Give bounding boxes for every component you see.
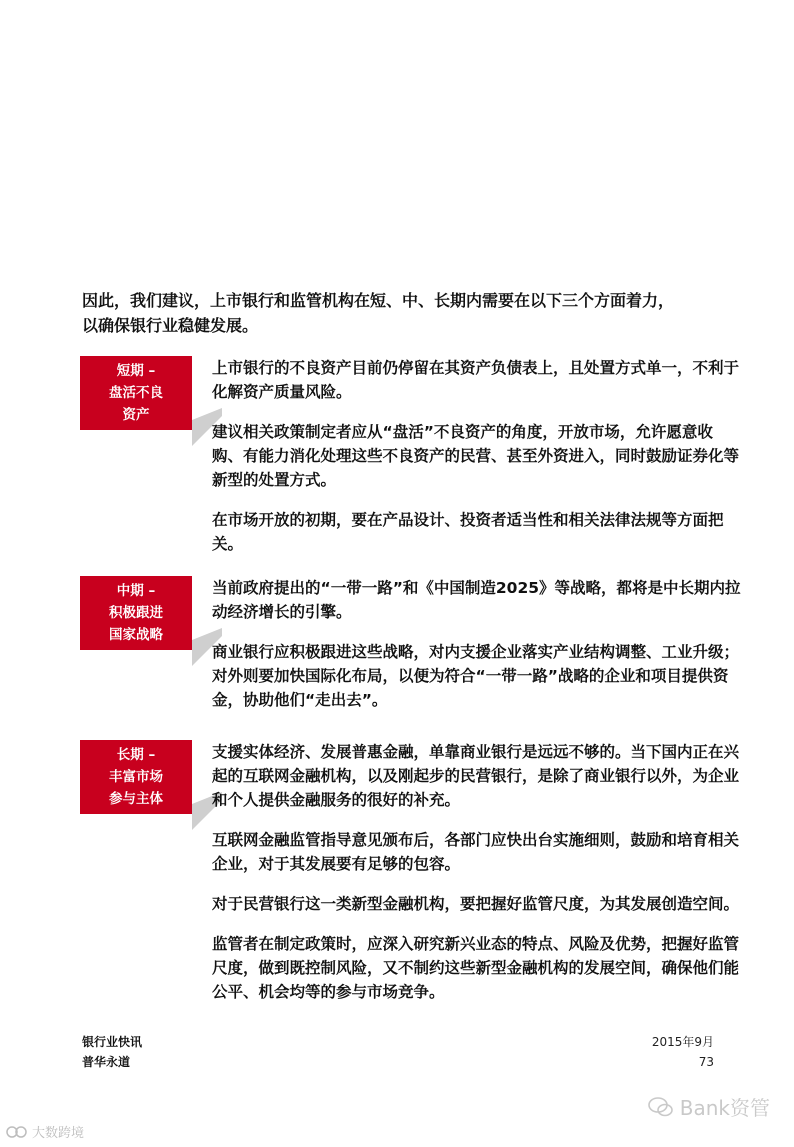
footer-right	[652, 1032, 714, 1072]
tag-line: 中期 –	[116, 583, 156, 599]
paragraph: 对于民营银行这一类新型金融机构，要把握好监管尺度，为其发展创造空间。	[212, 895, 740, 913]
watermark-left	[6, 1122, 84, 1141]
tag-line: 国家战略	[109, 627, 163, 643]
watermark-text: Bank资管	[679, 1096, 770, 1120]
section-tag	[80, 576, 192, 650]
section-body	[212, 356, 742, 572]
tag-line: 参与主体	[109, 791, 163, 807]
paragraph: 上市银行的不良资产目前仍停留在其资产负债表上，且处置方式单一，不利于化解资产质量风险。	[212, 359, 740, 401]
intro-line-1: 因此，我们建议，上市银行和监管机构在短、中、长期内需要在以下三个方面着力，	[82, 291, 675, 310]
intro-paragraph	[82, 288, 742, 338]
tag-line: 长期 –	[116, 747, 156, 763]
section-tag	[80, 740, 192, 814]
tag-line: 短期 –	[116, 363, 156, 379]
footer-company: 普华永道	[82, 1055, 131, 1069]
paragraph: 支援实体经济、发展普惠金融，单靠商业银行是远远不够的。当下国内正在兴起的互联网金融机构，以及刚起步的民营银行，是除了商业银行以外，为企业和个人提供金融服务的很好的补充。	[212, 743, 740, 809]
paragraph: 当前政府提出的“一带一路”和《中国制造2025》等战略，都将是中长期内拉动经济增长的引擎。	[212, 579, 741, 621]
paragraph: 在市场开放的初期，要在产品设计、投资者适当性和相关法律法规等方面把关。	[212, 511, 724, 553]
tag-line: 丰富市场	[109, 769, 163, 785]
paragraph: 监管者在制定政策时，应深入研究新兴业态的特点、风险及优势，把握好监管尺度，做到既控制风险，又不制约这些新型金融机构的发展空间，确保他们能公平、机会均等的参与市场竞争。	[212, 935, 740, 1001]
paragraph: 建议相关政策制定者应从“盘活”不良资产的角度，开放市场，允许愿意收购、有能力消化处理这些不良资产的民营、甚至外资进入，同时鼓励证券化等新型的处置方式。	[212, 423, 740, 489]
watermark-text: 大数跨境	[32, 1126, 85, 1141]
tag-line: 积极跟进	[109, 605, 163, 621]
watermark-right	[648, 1092, 770, 1121]
tag-line: 资产	[122, 407, 150, 423]
wechat-icon	[648, 1096, 674, 1118]
section-body	[212, 576, 742, 728]
footer-left	[82, 1032, 142, 1072]
footer-publication: 银行业快讯	[82, 1035, 143, 1049]
footer-date: 2015年9月	[651, 1035, 714, 1049]
paragraph: 商业银行应积极跟进这些战略，对内支援企业落实产业结构调整、工业升级；对外则要加快国际化布局，以便为符合“一带一路”战略的企业和项目提供资金，协助他们“走出去”。	[212, 643, 740, 709]
logo-icon	[6, 1125, 28, 1139]
page-number: 73	[698, 1055, 714, 1069]
paragraph: 互联网金融监管指导意见颁布后，各部门应快出台实施细则，鼓励和培育相关企业，对于其发展要有足够的包容。	[212, 831, 740, 873]
section-body	[212, 740, 742, 1020]
tag-line: 盘活不良	[109, 385, 163, 401]
intro-line-2: 以确保银行业稳健发展。	[82, 316, 259, 335]
section-tag	[80, 356, 192, 430]
